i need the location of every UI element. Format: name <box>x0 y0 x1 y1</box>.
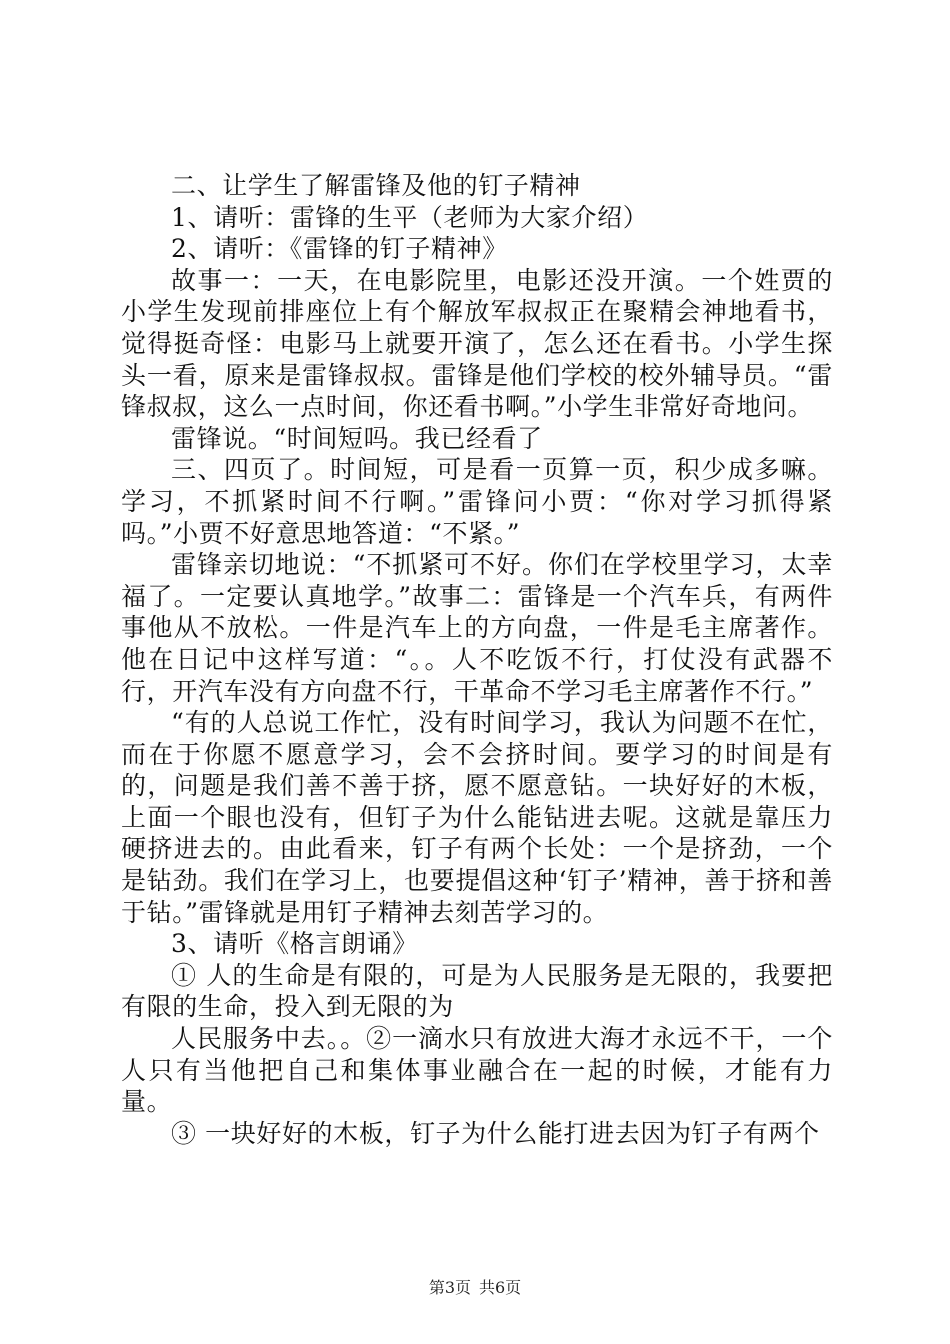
paragraph: 雷锋亲切地说：“不抓紧可不好。你们在学校里学习，太幸福了。一定要认真地学。”故事二：雷锋是一个汽车兵，有两件事他从不放松。一件是汽车上的方向盘，一件是毛主席著作。他在日记中这样写道：“。。人不吃饭不行，打仗没有武器不行，开汽车没有方向盘不行，干革命不学习毛主席著作不行。” <box>121 550 833 706</box>
paragraph: 雷锋说。“时间短吗。我已经看了 <box>171 423 543 453</box>
list-item: 1、请听：雷锋的生平（老师为大家介绍） <box>171 202 649 232</box>
page-total: 共6页 <box>479 1278 522 1297</box>
page-footer <box>0 1275 950 1298</box>
paragraph: 人民服务中去。。②一滴水只有放进大海才永远不干，一个人只有当他把自己和集体事业融合在一起的时候，才能有力量。 <box>121 1024 833 1117</box>
page-number: 第3页 <box>428 1278 471 1297</box>
paragraph: ① 人的生命是有限的，可是为人民服务是无限的，我要把有限的生命，投入到无限的为 <box>121 960 833 1022</box>
document-body <box>121 170 833 1149</box>
paragraph: “有的人总说工作忙，没有时间学习，我认为问题不在忙，而在于你愿不愿意学习，会不会挤时间。要学习的时间是有的，问题是我们善不善于挤，愿不愿意钻。一块好好的木板，上面一个眼也没有，但钉子为什么能钻进去呢。这就是靠压力硬挤进去的。由此看来，钉子有两个长处：一个是挤劲，一个是钻劲。我们在学习上，也要提倡这种‘钉子’精神，善于挤和善于钻。”雷锋就是用钉子精神去刻苦学习的。 <box>121 708 833 927</box>
list-item: 2、请听：《雷锋的钉子精神》 <box>171 234 508 264</box>
section-heading: 二、让学生了解雷锋及他的钉子精神 <box>171 171 581 200</box>
paragraph: ③ 一块好好的木板，钉子为什么能打进去因为钉子有两个 <box>171 1118 820 1148</box>
paragraph: 三、四页了。时间短，可是看一页算一页，积少成多嘛。学习，不抓紧时间不行啊。”雷锋问小贾：“你对学习抓得紧吗。”小贾不好意思地答道：“不紧。” <box>121 455 833 548</box>
list-item: 3、请听《格言朗诵》 <box>171 929 418 959</box>
paragraph: 故事一：一天，在电影院里，电影还没开演。一个姓贾的小学生发现前排座位上有个解放军叔叔正在聚精会神地看书，觉得挺奇怪：电影马上就要开演了，怎么还在看书。小学生探头一看，原来是雷锋叔叔。雷锋是他们学校的校外辅导员。“雷锋叔叔，这么一点时间，你还看书啊。”小学生非常好奇地问。 <box>121 265 833 422</box>
